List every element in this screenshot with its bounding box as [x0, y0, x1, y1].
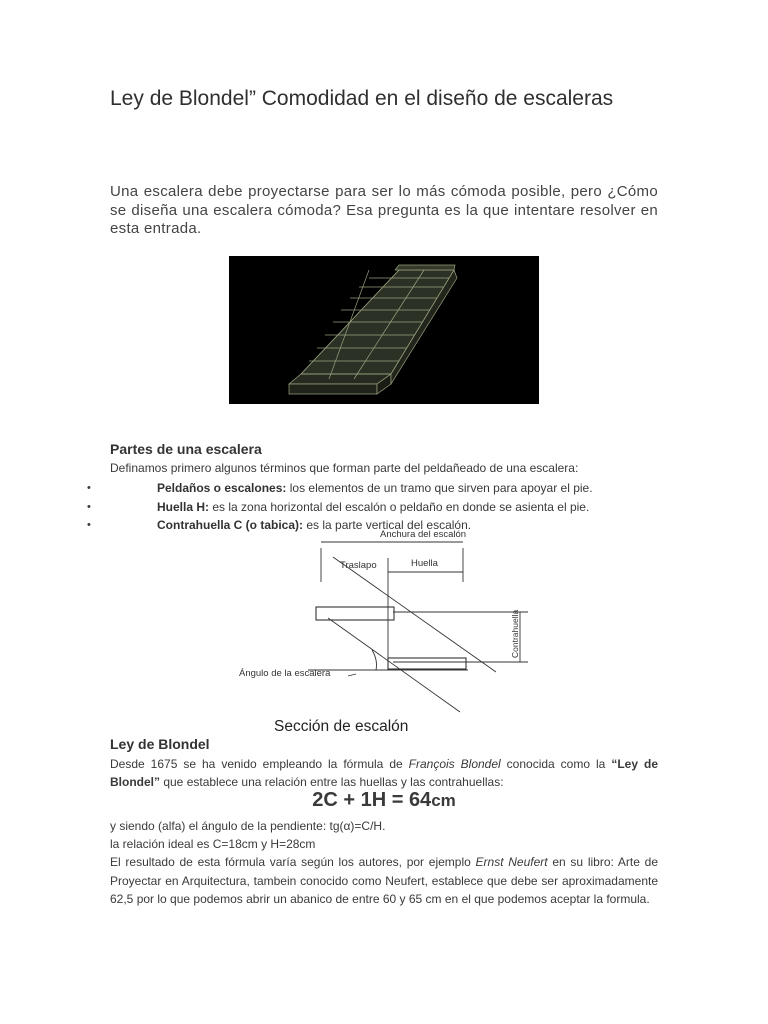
stair-wireframe-graphic — [229, 256, 539, 404]
angle-line: y siendo (alfa) el ángulo de la pendiente: tg(α)=C/H. — [110, 819, 386, 833]
angle-arc — [372, 650, 377, 670]
definition-paragraph: Definamos primero algunos términos que forman parte del peldañeado de una escalera: — [110, 461, 579, 475]
lower-tread — [388, 658, 466, 669]
bullet-icon: • — [87, 482, 91, 494]
text-run: El resultado de esta fórmula varía según los autores, por ejemplo — [110, 855, 476, 869]
text-run: Desde 1675 se ha venido empleando la fórmula de — [110, 757, 409, 771]
blondel-paragraph — [110, 755, 658, 791]
term-label: Peldaños o escalones: — [157, 481, 287, 495]
label-anchura: Anchura del escalón — [380, 529, 467, 540]
author-name: Ernst Neufert — [475, 855, 548, 869]
text-run: que establece una relación entre las huellas y las contrahuellas: — [160, 775, 504, 789]
term-label: Huella H: — [157, 499, 210, 514]
formula-unit: cm — [431, 791, 456, 810]
diagram-caption: Sección de escalón — [274, 718, 409, 735]
text-run: conocida como la — [500, 757, 612, 771]
text-run: en su libro: Arte de Proyectar en Arquitectura, tambein conocido como Neufert, establece que debe ser aproximadamente 62,5 por lo que podemos abrir un abanico de entre 60 y 65 cm en el que podemos aceptar la formula. — [110, 855, 658, 906]
ideal-ratio-line: la relación ideal es C=18cm y H=28cm — [110, 837, 316, 851]
section-heading-partes: Partes de una escalera — [110, 441, 262, 457]
author-name: François Blondel — [408, 757, 501, 771]
stair-render-image — [229, 256, 539, 404]
term-description: es la parte vertical del escalón. — [303, 518, 472, 532]
intro-paragraph: Una escalera debe proyectarse para ser lo más cómoda posible, pero ¿Cómo se diseña una escalera cómoda? Esa pregunta es la que intentare resolver en esta entrada. — [110, 183, 658, 237]
blondel-formula — [0, 789, 768, 812]
page-title: Ley de Blondel” Comodidad en el diseño de escaleras — [110, 87, 614, 110]
label-angulo: Ángulo de la escalera — [239, 668, 331, 679]
law-name: “Ley de Blondel” — [110, 757, 658, 789]
step-section-diagram — [228, 522, 528, 718]
upper-tread — [316, 607, 394, 620]
term-description: los elementos de un tramo que sirven para apoyar el pie. — [286, 481, 593, 495]
bullet-icon: • — [87, 500, 91, 513]
bullet-icon: • — [87, 519, 91, 531]
formula-expression: 2C + 1H = 64 — [312, 789, 432, 811]
label-traslapo: Traslapo — [340, 560, 377, 571]
label-huella: Huella — [411, 558, 438, 569]
slope-line — [333, 557, 496, 672]
leader-line — [348, 674, 356, 676]
term-label: Contrahuella C (o tabica): — [157, 518, 304, 532]
label-contrahuella: Contrahuella — [510, 609, 520, 658]
result-paragraph — [110, 853, 658, 909]
section-heading-blondel: Ley de Blondel — [110, 736, 210, 752]
term-description: es la zona horizontal del escalón o peldaño en donde se asienta el pie. — [209, 499, 590, 514]
